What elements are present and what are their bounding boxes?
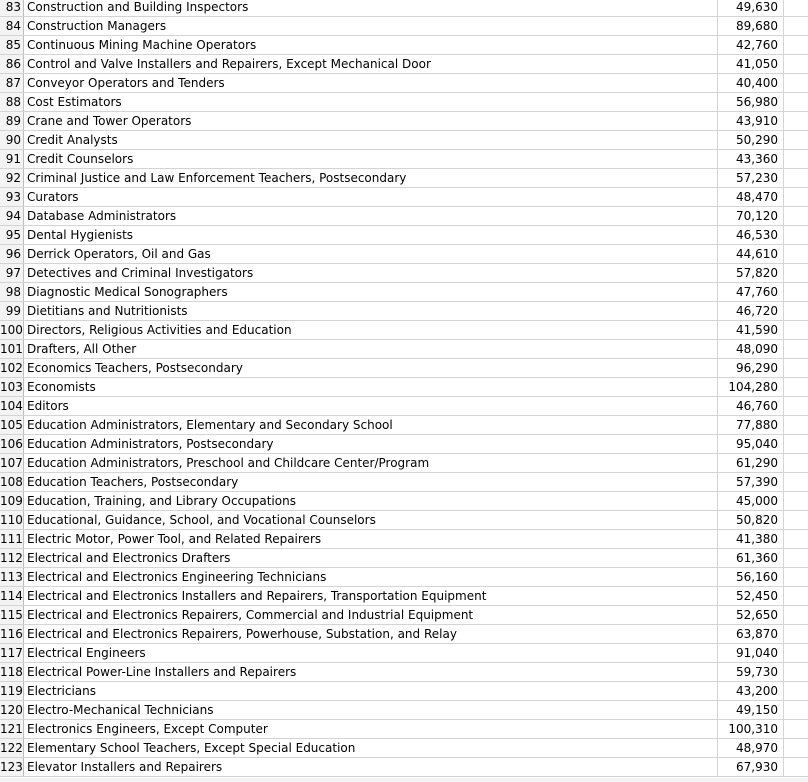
empty-cell[interactable] xyxy=(784,739,808,757)
table-row xyxy=(0,644,808,663)
occupation-cell[interactable]: Detectives and Criminal Investigators xyxy=(24,264,718,282)
table-row xyxy=(0,302,808,321)
row-header[interactable]: 117 xyxy=(0,646,23,660)
wage-cell[interactable]: 70,120 xyxy=(718,207,784,225)
row-header[interactable]: 92 xyxy=(0,169,24,187)
table-row xyxy=(0,511,808,530)
occupation-cell[interactable]: Electrical and Electronics Repairers, Powerhouse, Substation, and Relay xyxy=(24,625,718,643)
empty-cell[interactable] xyxy=(784,473,808,491)
wage-cell[interactable]: 47,760 xyxy=(718,283,784,301)
table-row xyxy=(0,568,808,587)
wage-cell[interactable]: 56,160 xyxy=(718,568,784,586)
empty-cell[interactable] xyxy=(784,283,808,301)
empty-cell[interactable] xyxy=(784,511,808,529)
row-header[interactable]: 95 xyxy=(0,226,24,244)
empty-cell[interactable] xyxy=(784,74,808,92)
row-header[interactable]: 110 xyxy=(0,513,23,527)
row-header[interactable]: 101 xyxy=(0,342,23,356)
occupation-cell[interactable]: Diagnostic Medical Sonographers xyxy=(24,283,718,301)
table-row xyxy=(0,378,808,397)
wage-cell[interactable]: 67,930 xyxy=(718,758,784,776)
empty-cell[interactable] xyxy=(784,359,808,377)
wage-cell[interactable]: 41,590 xyxy=(718,321,784,339)
occupation-cell[interactable]: Curators xyxy=(24,188,718,206)
table-row xyxy=(0,454,808,473)
wage-cell[interactable]: 41,050 xyxy=(718,55,784,73)
wage-cell[interactable]: 44,610 xyxy=(718,245,784,263)
row-header[interactable]: 98 xyxy=(0,283,24,301)
wage-cell[interactable]: 42,760 xyxy=(718,36,784,54)
occupation-cell[interactable]: Construction Managers xyxy=(24,17,718,35)
empty-cell[interactable] xyxy=(784,17,808,35)
empty-cell[interactable] xyxy=(784,0,808,16)
wage-cell[interactable]: 48,470 xyxy=(718,188,784,206)
occupation-cell[interactable]: Directors, Religious Activities and Education xyxy=(24,321,718,339)
wage-cell[interactable]: 89,680 xyxy=(718,17,784,35)
row-header[interactable]: 104 xyxy=(0,399,23,413)
occupation-cell[interactable]: Education Administrators, Preschool and Childcare Center/Program xyxy=(24,454,718,472)
wage-cell[interactable]: 61,290 xyxy=(718,454,784,472)
wage-cell[interactable]: 52,650 xyxy=(718,606,784,624)
empty-cell[interactable] xyxy=(784,302,808,320)
table-row xyxy=(0,606,808,625)
occupation-cell[interactable]: Electrical Power-Line Installers and Repairers xyxy=(24,663,718,681)
empty-cell[interactable] xyxy=(784,682,808,700)
occupation-cell[interactable]: Derrick Operators, Oil and Gas xyxy=(24,245,718,263)
row-header[interactable]: 119 xyxy=(0,684,23,698)
occupation-cell[interactable]: Drafters, All Other xyxy=(24,340,718,358)
table-row xyxy=(0,701,808,720)
wage-cell[interactable]: 63,870 xyxy=(718,625,784,643)
row-header[interactable]: 89 xyxy=(0,112,24,130)
row-header[interactable]: 114 xyxy=(0,589,23,603)
empty-cell[interactable] xyxy=(784,112,808,130)
empty-cell[interactable] xyxy=(784,549,808,567)
empty-cell[interactable] xyxy=(784,568,808,586)
table-row xyxy=(0,492,808,511)
table-row xyxy=(0,17,808,36)
occupation-cell[interactable]: Electronics Engineers, Except Computer xyxy=(24,720,718,738)
wage-cell[interactable]: 48,970 xyxy=(718,739,784,757)
row-header[interactable]: 105 xyxy=(0,418,23,432)
row-header[interactable]: 123 xyxy=(0,760,23,774)
wage-cell[interactable]: 96,290 xyxy=(718,359,784,377)
occupation-cell[interactable]: Continuous Mining Machine Operators xyxy=(24,36,718,54)
empty-cell[interactable] xyxy=(784,207,808,225)
wage-cell[interactable]: 46,530 xyxy=(718,226,784,244)
partial-next-row xyxy=(0,778,808,782)
occupation-cell[interactable]: Cost Estimators xyxy=(24,93,718,111)
table-row xyxy=(0,226,808,245)
table-row xyxy=(0,0,808,17)
wage-cell[interactable]: 41,380 xyxy=(718,530,784,548)
table-row xyxy=(0,283,808,302)
wage-cell[interactable]: 95,040 xyxy=(718,435,784,453)
empty-cell[interactable] xyxy=(784,93,808,111)
table-row xyxy=(0,245,808,264)
row-header[interactable]: 100 xyxy=(0,323,23,337)
wage-cell[interactable]: 48,090 xyxy=(718,340,784,358)
table-row xyxy=(0,169,808,188)
occupation-cell[interactable]: Conveyor Operators and Tenders xyxy=(24,74,718,92)
occupation-cell[interactable]: Credit Analysts xyxy=(24,131,718,149)
row-header[interactable]: 88 xyxy=(0,93,24,111)
empty-cell[interactable] xyxy=(784,606,808,624)
table-row xyxy=(0,264,808,283)
empty-cell[interactable] xyxy=(784,36,808,54)
wage-cell[interactable]: 46,760 xyxy=(718,397,784,415)
occupation-cell[interactable]: Education Administrators, Postsecondary xyxy=(24,435,718,453)
row-header[interactable]: 84 xyxy=(0,17,24,35)
row-header[interactable]: 121 xyxy=(0,722,23,736)
empty-cell[interactable] xyxy=(784,701,808,719)
occupation-cell[interactable]: Elementary School Teachers, Except Special Education xyxy=(24,739,718,757)
empty-cell[interactable] xyxy=(784,245,808,263)
table-row xyxy=(0,74,808,93)
table-row xyxy=(0,359,808,378)
occupation-cell[interactable]: Electrical and Electronics Drafters xyxy=(24,549,718,567)
occupation-cell[interactable]: Elevator Installers and Repairers xyxy=(24,758,718,776)
wage-cell[interactable]: 57,820 xyxy=(718,264,784,282)
empty-cell[interactable] xyxy=(784,416,808,434)
row-header[interactable]: 97 xyxy=(0,264,24,282)
row-header[interactable]: 90 xyxy=(0,131,24,149)
occupation-cell[interactable]: Credit Counselors xyxy=(24,150,718,168)
row-header[interactable]: 118 xyxy=(0,665,23,679)
table-row xyxy=(0,720,808,739)
occupation-cell[interactable]: Electrical Engineers xyxy=(24,644,718,662)
occupation-cell[interactable]: Electrical and Electronics Engineering Technicians xyxy=(24,568,718,586)
empty-cell[interactable] xyxy=(784,264,808,282)
row-header[interactable]: 94 xyxy=(0,207,24,225)
row-header[interactable]: 108 xyxy=(0,475,23,489)
occupation-cell[interactable]: Construction and Building Inspectors xyxy=(24,0,718,16)
table-row xyxy=(0,530,808,549)
wage-cell[interactable]: 50,820 xyxy=(718,511,784,529)
occupation-cell[interactable]: Dietitians and Nutritionists xyxy=(24,302,718,320)
wage-cell[interactable]: 43,200 xyxy=(718,682,784,700)
wage-cell[interactable]: 61,360 xyxy=(718,549,784,567)
row-header[interactable]: 109 xyxy=(0,494,23,508)
table-row xyxy=(0,112,808,131)
row-header[interactable]: 120 xyxy=(0,703,23,717)
occupation-cell[interactable]: Electric Motor, Power Tool, and Related Repairers xyxy=(24,530,718,548)
occupation-cell[interactable]: Educational, Guidance, School, and Vocational Counselors xyxy=(24,511,718,529)
empty-cell[interactable] xyxy=(784,55,808,73)
empty-cell[interactable] xyxy=(784,131,808,149)
table-row xyxy=(0,435,808,454)
table-row xyxy=(0,207,808,226)
occupation-cell[interactable]: Education Teachers, Postsecondary xyxy=(24,473,718,491)
empty-cell[interactable] xyxy=(784,321,808,339)
wage-cell[interactable]: 40,400 xyxy=(718,74,784,92)
table-row xyxy=(0,340,808,359)
table-row xyxy=(0,321,808,340)
row-header[interactable]: 113 xyxy=(0,570,23,584)
row-header[interactable]: 107 xyxy=(0,456,23,470)
wage-cell[interactable]: 56,980 xyxy=(718,93,784,111)
table-row xyxy=(0,36,808,55)
wage-cell[interactable]: 49,150 xyxy=(718,701,784,719)
empty-cell[interactable] xyxy=(784,188,808,206)
row-header[interactable]: 106 xyxy=(0,437,23,451)
row-header[interactable]: 83 xyxy=(0,0,24,16)
row-header[interactable]: 112 xyxy=(0,551,23,565)
table-row xyxy=(0,758,808,777)
table-row xyxy=(0,416,808,435)
table-row xyxy=(0,150,808,169)
occupation-cell[interactable]: Criminal Justice and Law Enforcement Teachers, Postsecondary xyxy=(24,169,718,187)
wage-cell[interactable]: 50,290 xyxy=(718,131,784,149)
table-row xyxy=(0,739,808,758)
table-row xyxy=(0,188,808,207)
table-row xyxy=(0,131,808,150)
empty-cell[interactable] xyxy=(784,530,808,548)
wage-cell[interactable]: 59,730 xyxy=(718,663,784,681)
empty-cell[interactable] xyxy=(784,340,808,358)
empty-cell[interactable] xyxy=(784,644,808,662)
row-header[interactable]: 116 xyxy=(0,627,23,641)
row-header[interactable]: 87 xyxy=(0,74,24,92)
table-row xyxy=(0,682,808,701)
row-header[interactable]: 103 xyxy=(0,380,23,394)
row-header[interactable]: 91 xyxy=(0,150,24,168)
wage-cell[interactable]: 100,310 xyxy=(718,720,784,738)
table-row xyxy=(0,625,808,644)
empty-cell[interactable] xyxy=(784,378,808,396)
wage-cell[interactable]: 43,910 xyxy=(718,112,784,130)
row-header[interactable]: 115 xyxy=(0,608,23,622)
empty-cell[interactable] xyxy=(784,226,808,244)
occupation-cell[interactable]: Database Administrators xyxy=(24,207,718,225)
occupation-cell[interactable]: Electricians xyxy=(24,682,718,700)
row-header[interactable]: 96 xyxy=(0,245,24,263)
table-row xyxy=(0,397,808,416)
row-header[interactable]: 93 xyxy=(0,188,24,206)
wage-cell[interactable]: 104,280 xyxy=(718,378,784,396)
empty-cell[interactable] xyxy=(784,397,808,415)
wage-cell[interactable]: 91,040 xyxy=(718,644,784,662)
table-row xyxy=(0,55,808,74)
table-row xyxy=(0,549,808,568)
empty-cell[interactable] xyxy=(784,454,808,472)
empty-cell[interactable] xyxy=(784,663,808,681)
occupation-cell[interactable]: Crane and Tower Operators xyxy=(24,112,718,130)
wage-cell[interactable]: 77,880 xyxy=(718,416,784,434)
wage-cell[interactable]: 46,720 xyxy=(718,302,784,320)
occupation-cell[interactable]: Editors xyxy=(24,397,718,415)
occupation-cell[interactable]: Control and Valve Installers and Repairers, Except Mechanical Door xyxy=(24,55,718,73)
empty-cell[interactable] xyxy=(784,758,808,776)
wage-cell[interactable]: 45,000 xyxy=(718,492,784,510)
row-header[interactable]: 86 xyxy=(0,55,24,73)
empty-cell[interactable] xyxy=(784,492,808,510)
table-row xyxy=(0,473,808,492)
row-header[interactable]: 85 xyxy=(0,36,24,54)
occupation-cell[interactable]: Education, Training, and Library Occupations xyxy=(24,492,718,510)
table-row xyxy=(0,663,808,682)
empty-cell[interactable] xyxy=(784,169,808,187)
occupation-cell[interactable]: Electrical and Electronics Installers and Repairers, Transportation Equipment xyxy=(24,587,718,605)
row-header[interactable]: 122 xyxy=(0,741,23,755)
wage-cell[interactable]: 43,360 xyxy=(718,150,784,168)
wage-cell[interactable]: 57,390 xyxy=(718,473,784,491)
occupation-cell[interactable]: Dental Hygienists xyxy=(24,226,718,244)
row-header[interactable]: 102 xyxy=(0,361,23,375)
table-row xyxy=(0,93,808,112)
empty-cell[interactable] xyxy=(784,587,808,605)
wage-cell[interactable]: 57,230 xyxy=(718,169,784,187)
occupation-cell[interactable]: Electro-Mechanical Technicians xyxy=(24,701,718,719)
empty-cell[interactable] xyxy=(784,625,808,643)
table-row xyxy=(0,587,808,606)
row-header[interactable]: 99 xyxy=(0,302,24,320)
occupation-cell[interactable]: Economists xyxy=(24,378,718,396)
occupation-cell[interactable]: Economics Teachers, Postsecondary xyxy=(24,359,718,377)
occupation-cell[interactable]: Education Administrators, Elementary and Secondary School xyxy=(24,416,718,434)
wage-cell[interactable]: 52,450 xyxy=(718,587,784,605)
empty-cell[interactable] xyxy=(784,720,808,738)
wage-cell[interactable]: 49,630 xyxy=(718,0,784,16)
empty-cell[interactable] xyxy=(784,150,808,168)
occupation-cell[interactable]: Electrical and Electronics Repairers, Commercial and Industrial Equipment xyxy=(24,606,718,624)
row-header[interactable]: 111 xyxy=(0,532,23,546)
empty-cell[interactable] xyxy=(784,435,808,453)
